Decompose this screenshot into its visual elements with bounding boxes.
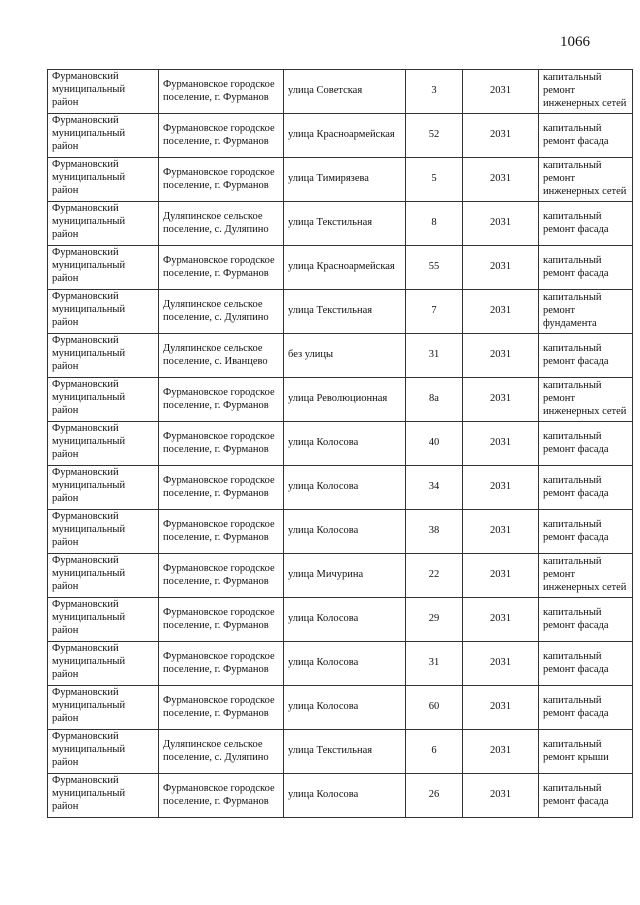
table-row — [48, 70, 633, 114]
work-type-cell: капитальный ремонт инженерных сетей — [539, 554, 633, 598]
house-number-cell: 52 — [406, 114, 463, 158]
year-cell: 2031 — [463, 202, 539, 246]
house-number-cell: 38 — [406, 510, 463, 554]
settlement-cell: Фурмановское городское поселение, г. Фурманов — [159, 158, 284, 202]
work-type-cell: капитальный ремонт фасада — [539, 334, 633, 378]
settlement-cell: Фурмановское городское поселение, г. Фурманов — [159, 466, 284, 510]
street-cell: улица Колосова — [284, 510, 406, 554]
year-cell: 2031 — [463, 774, 539, 818]
table-row — [48, 510, 633, 554]
work-type-cell: капитальный ремонт инженерных сетей — [539, 158, 633, 202]
street-cell: улица Колосова — [284, 642, 406, 686]
district-cell: Фурмановский муниципальный район — [48, 466, 159, 510]
district-cell: Фурмановский муниципальный район — [48, 422, 159, 466]
year-cell: 2031 — [463, 510, 539, 554]
repair-program-table — [47, 69, 633, 818]
district-cell: Фурмановский муниципальный район — [48, 378, 159, 422]
street-cell: улица Текстильная — [284, 730, 406, 774]
district-cell: Фурмановский муниципальный район — [48, 642, 159, 686]
table-row — [48, 158, 633, 202]
settlement-cell: Фурмановское городское поселение, г. Фурманов — [159, 686, 284, 730]
year-cell: 2031 — [463, 158, 539, 202]
house-number-cell: 6 — [406, 730, 463, 774]
house-number-cell: 8а — [406, 378, 463, 422]
work-type-cell: капитальный ремонт инженерных сетей — [539, 70, 633, 114]
house-number-cell: 60 — [406, 686, 463, 730]
street-cell: улица Текстильная — [284, 202, 406, 246]
year-cell: 2031 — [463, 642, 539, 686]
settlement-cell: Фурмановское городское поселение, г. Фурманов — [159, 642, 284, 686]
district-cell: Фурмановский муниципальный район — [48, 114, 159, 158]
work-type-cell: капитальный ремонт фундамента — [539, 290, 633, 334]
settlement-cell: Фурмановское городское поселение, г. Фурманов — [159, 598, 284, 642]
year-cell: 2031 — [463, 598, 539, 642]
year-cell: 2031 — [463, 334, 539, 378]
table-row — [48, 642, 633, 686]
work-type-cell: капитальный ремонт крыши — [539, 730, 633, 774]
settlement-cell: Фурмановское городское поселение, г. Фурманов — [159, 246, 284, 290]
house-number-cell: 29 — [406, 598, 463, 642]
street-cell: улица Революционная — [284, 378, 406, 422]
table-row — [48, 334, 633, 378]
house-number-cell: 34 — [406, 466, 463, 510]
year-cell: 2031 — [463, 290, 539, 334]
table-row — [48, 466, 633, 510]
district-cell: Фурмановский муниципальный район — [48, 774, 159, 818]
district-cell: Фурмановский муниципальный район — [48, 730, 159, 774]
settlement-cell: Дуляпинское сельское поселение, с. Дуляпино — [159, 290, 284, 334]
work-type-cell: капитальный ремонт фасада — [539, 598, 633, 642]
work-type-cell: капитальный ремонт фасада — [539, 422, 633, 466]
year-cell: 2031 — [463, 114, 539, 158]
settlement-cell: Фурмановское городское поселение, г. Фурманов — [159, 114, 284, 158]
street-cell: улица Текстильная — [284, 290, 406, 334]
settlement-cell: Дуляпинское сельское поселение, с. Иванцево — [159, 334, 284, 378]
house-number-cell: 5 — [406, 158, 463, 202]
table-row — [48, 246, 633, 290]
settlement-cell: Фурмановское городское поселение, г. Фурманов — [159, 774, 284, 818]
table-row — [48, 378, 633, 422]
work-type-cell: капитальный ремонт инженерных сетей — [539, 378, 633, 422]
district-cell: Фурмановский муниципальный район — [48, 510, 159, 554]
year-cell: 2031 — [463, 422, 539, 466]
settlement-cell: Фурмановское городское поселение, г. Фурманов — [159, 422, 284, 466]
work-type-cell: капитальный ремонт фасада — [539, 774, 633, 818]
table-row — [48, 202, 633, 246]
street-cell: улица Колосова — [284, 466, 406, 510]
table-row — [48, 290, 633, 334]
work-type-cell: капитальный ремонт фасада — [539, 466, 633, 510]
street-cell: улица Красноармейская — [284, 246, 406, 290]
house-number-cell: 55 — [406, 246, 463, 290]
house-number-cell: 31 — [406, 642, 463, 686]
work-type-cell: капитальный ремонт фасада — [539, 114, 633, 158]
settlement-cell: Дуляпинское сельское поселение, с. Дуляпино — [159, 730, 284, 774]
street-cell: улица Колосова — [284, 422, 406, 466]
house-number-cell: 7 — [406, 290, 463, 334]
street-cell: улица Колосова — [284, 598, 406, 642]
district-cell: Фурмановский муниципальный район — [48, 290, 159, 334]
work-type-cell: капитальный ремонт фасада — [539, 686, 633, 730]
district-cell: Фурмановский муниципальный район — [48, 158, 159, 202]
house-number-cell: 3 — [406, 70, 463, 114]
district-cell: Фурмановский муниципальный район — [48, 202, 159, 246]
district-cell: Фурмановский муниципальный район — [48, 686, 159, 730]
house-number-cell: 26 — [406, 774, 463, 818]
table-row — [48, 774, 633, 818]
settlement-cell: Фурмановское городское поселение, г. Фурманов — [159, 70, 284, 114]
district-cell: Фурмановский муниципальный район — [48, 246, 159, 290]
table-row — [48, 686, 633, 730]
table-row — [48, 598, 633, 642]
year-cell: 2031 — [463, 70, 539, 114]
district-cell: Фурмановский муниципальный район — [48, 70, 159, 114]
year-cell: 2031 — [463, 246, 539, 290]
work-type-cell: капитальный ремонт фасада — [539, 642, 633, 686]
year-cell: 2031 — [463, 686, 539, 730]
house-number-cell: 40 — [406, 422, 463, 466]
district-cell: Фурмановский муниципальный район — [48, 334, 159, 378]
year-cell: 2031 — [463, 730, 539, 774]
work-type-cell: капитальный ремонт фасада — [539, 202, 633, 246]
year-cell: 2031 — [463, 378, 539, 422]
table-row — [48, 554, 633, 598]
year-cell: 2031 — [463, 466, 539, 510]
table-row — [48, 422, 633, 466]
page-number: 1066 — [560, 34, 590, 50]
work-type-cell: капитальный ремонт фасада — [539, 510, 633, 554]
street-cell: улица Колосова — [284, 686, 406, 730]
house-number-cell: 31 — [406, 334, 463, 378]
house-number-cell: 22 — [406, 554, 463, 598]
settlement-cell: Фурмановское городское поселение, г. Фурманов — [159, 378, 284, 422]
settlement-cell: Фурмановское городское поселение, г. Фурманов — [159, 510, 284, 554]
street-cell: улица Красноармейская — [284, 114, 406, 158]
house-number-cell: 8 — [406, 202, 463, 246]
settlement-cell: Фурмановское городское поселение, г. Фурманов — [159, 554, 284, 598]
settlement-cell: Дуляпинское сельское поселение, с. Дуляпино — [159, 202, 284, 246]
street-cell: улица Мичурина — [284, 554, 406, 598]
street-cell: без улицы — [284, 334, 406, 378]
district-cell: Фурмановский муниципальный район — [48, 598, 159, 642]
street-cell: улица Колосова — [284, 774, 406, 818]
street-cell: улица Советская — [284, 70, 406, 114]
work-type-cell: капитальный ремонт фасада — [539, 246, 633, 290]
district-cell: Фурмановский муниципальный район — [48, 554, 159, 598]
street-cell: улица Тимирязева — [284, 158, 406, 202]
table-row — [48, 730, 633, 774]
year-cell: 2031 — [463, 554, 539, 598]
table-row — [48, 114, 633, 158]
